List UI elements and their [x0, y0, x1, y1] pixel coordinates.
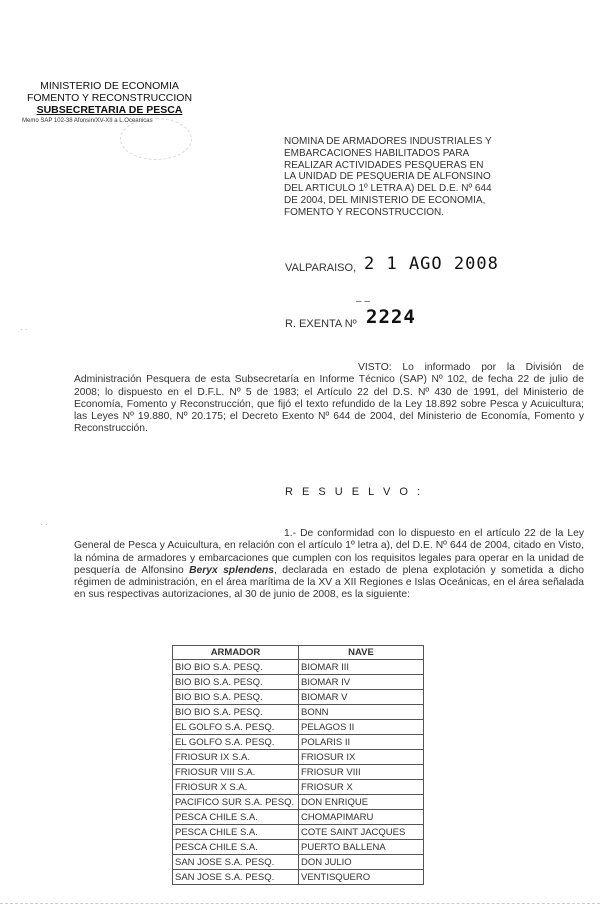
point-1-text-b: , declarada en estado de plena explotación y sometida a dicho régimen de administración, en el área marítima de la XV a XII Regiones e Islas Oceánicas, en el área señalada en sus respectivas autorizaciones, al 30 de junio de 2008, es la siguiente: [74, 564, 584, 601]
armador-cell: SAN JOSE S.A. PESQ. [173, 870, 299, 885]
armador-cell: BIO BIO S.A. PESQ. [173, 705, 299, 720]
subsecretaria: SUBSECRETARIA DE PESCA [36, 104, 183, 116]
armador-cell: PACIFICO SUR S.A. PESQ. [173, 795, 299, 810]
title-line: LA UNIDAD DE PESQUERIA DE ALFONSINO [284, 171, 491, 183]
title-line: DE 2004, DEL MINISTERIO DE ECONOMIA, [284, 194, 486, 206]
ministry-line2: FOMENTO Y RECONSTRUCCION [26, 92, 193, 104]
table-header-row [173, 646, 424, 660]
resuelvo-heading: R E S U E L V O : [285, 486, 424, 498]
nave-cell: FRIOSUR IX [299, 750, 424, 765]
resolution-number: 2224 [366, 306, 416, 328]
table-row [173, 735, 424, 750]
header-nave: NAVE [299, 646, 424, 660]
table-body [173, 660, 424, 885]
nave-cell: DON ENRIQUE [299, 795, 424, 810]
scan-mark: · · [40, 520, 48, 529]
table-row [173, 690, 424, 705]
armador-cell: PESCA CHILE S.A. [173, 825, 299, 840]
armador-cell: BIO BIO S.A. PESQ. [173, 660, 299, 675]
armador-cell: FRIOSUR IX S.A. [173, 750, 299, 765]
header-armador: ARMADOR [173, 646, 299, 660]
nave-cell: COTE SAINT JACQUES [299, 825, 424, 840]
armador-cell: FRIOSUR X S.A. [173, 780, 299, 795]
nave-cell: DON JULIO [299, 855, 424, 870]
document-title [284, 136, 584, 219]
armador-cell: EL GOLFO S.A. PESQ. [173, 735, 299, 750]
nave-cell: BIOMAR III [299, 660, 424, 675]
nave-cell: PUERTO BALLENA [299, 840, 424, 855]
armador-cell: EL GOLFO S.A. PESQ. [173, 720, 299, 735]
table-row [173, 675, 424, 690]
table-row [173, 750, 424, 765]
armador-cell: FRIOSUR VIII S.A. [173, 765, 299, 780]
nave-cell: FRIOSUR VIII [299, 765, 424, 780]
resolution-dashes: – – [356, 296, 370, 307]
faded-stamp [120, 118, 192, 160]
table-row [173, 840, 424, 855]
armador-cell: PESCA CHILE S.A. [173, 810, 299, 825]
table-row [173, 660, 424, 675]
title-line: EMBARCACIONES HABILITADOS PARA [284, 147, 470, 159]
species-name: Beryx splendens [189, 564, 275, 576]
ministry-header [22, 80, 197, 125]
point-1-paragraph [74, 528, 584, 602]
page-bottom-edge [0, 903, 600, 906]
title-line: NOMINA DE ARMADORES INDUSTRIALES Y [284, 136, 492, 147]
table-row [173, 810, 424, 825]
nave-cell: BONN [299, 705, 424, 720]
table-row [173, 705, 424, 720]
nave-cell: BIOMAR V [299, 690, 424, 705]
nave-cell: VENTISQUERO [299, 870, 424, 885]
point-1-text-a: 1.- De conformidad con lo dispuesto en el artículo 22 de la Ley General de Pesca y Acuicultura, en relación con el artículo 1º letra a), del D.E. Nº 644 de 2004, citado en Visto, la nómina de armadores y embarcaciones que cumplen con los requisitos legales para operar en la unidad de pesquería de Alfonsino [74, 528, 584, 576]
title-line: FOMENTO Y RECONSTRUCCION. [284, 206, 445, 218]
nave-cell: CHOMAPIMARU [299, 810, 424, 825]
title-line: REALIZAR ACTIVIDADES PESQUERAS EN [284, 159, 484, 171]
resolution-label: R. EXENTA Nº [285, 318, 357, 330]
date-stamp: 2 1 AGO 2008 [364, 254, 499, 274]
armadores-table [172, 645, 424, 885]
armador-cell: BIO BIO S.A. PESQ. [173, 675, 299, 690]
memo-reference: Memo SAP 102-38 Afonsin/XV-XII a L.Oceanicas [22, 118, 153, 124]
visto-paragraph: VISTO: Lo informado por la División de Administración Pesquera de esta Subsecretaría en Informe Técnico (SAP) Nº 102, de fecha 22 de julio de 2008; lo dispuesto en el D.F.L. Nº 5 de 1983; el Artículo 22 del D.S. Nº 430 de 1991, del Ministerio de Economía, Fomento y Reconstrucción, que fijó el texto refundido de la Ley 18.892 sobre Pesca y Acuicultura; las Leyes Nº 19.880, Nº 20.175; el Decreto Exento Nº 644 de 2004, del Ministerio de Economía, Fomento y Reconstrucción. [74, 362, 584, 435]
armador-cell: BIO BIO S.A. PESQ. [173, 690, 299, 705]
table-row [173, 870, 424, 885]
title-line: DEL ARTICULO 1º LETRA A) DEL D.E. Nº 644 [284, 183, 492, 195]
table-row [173, 855, 424, 870]
nave-cell: BIOMAR IV [299, 675, 424, 690]
table-row [173, 825, 424, 840]
armador-cell: PESCA CHILE S.A. [173, 840, 299, 855]
table-row [173, 780, 424, 795]
ministry-line1: MINISTERIO DE ECONOMIA [40, 80, 179, 92]
nave-cell: PELAGOS II [299, 720, 424, 735]
nave-cell: POLARIS II [299, 735, 424, 750]
scan-mark: · · [20, 325, 28, 334]
armador-cell: SAN JOSE S.A. PESQ. [173, 855, 299, 870]
table-row [173, 795, 424, 810]
table-row [173, 765, 424, 780]
place-label: VALPARAISO, [285, 262, 357, 274]
table-row [173, 720, 424, 735]
nave-cell: FRIOSUR X [299, 780, 424, 795]
